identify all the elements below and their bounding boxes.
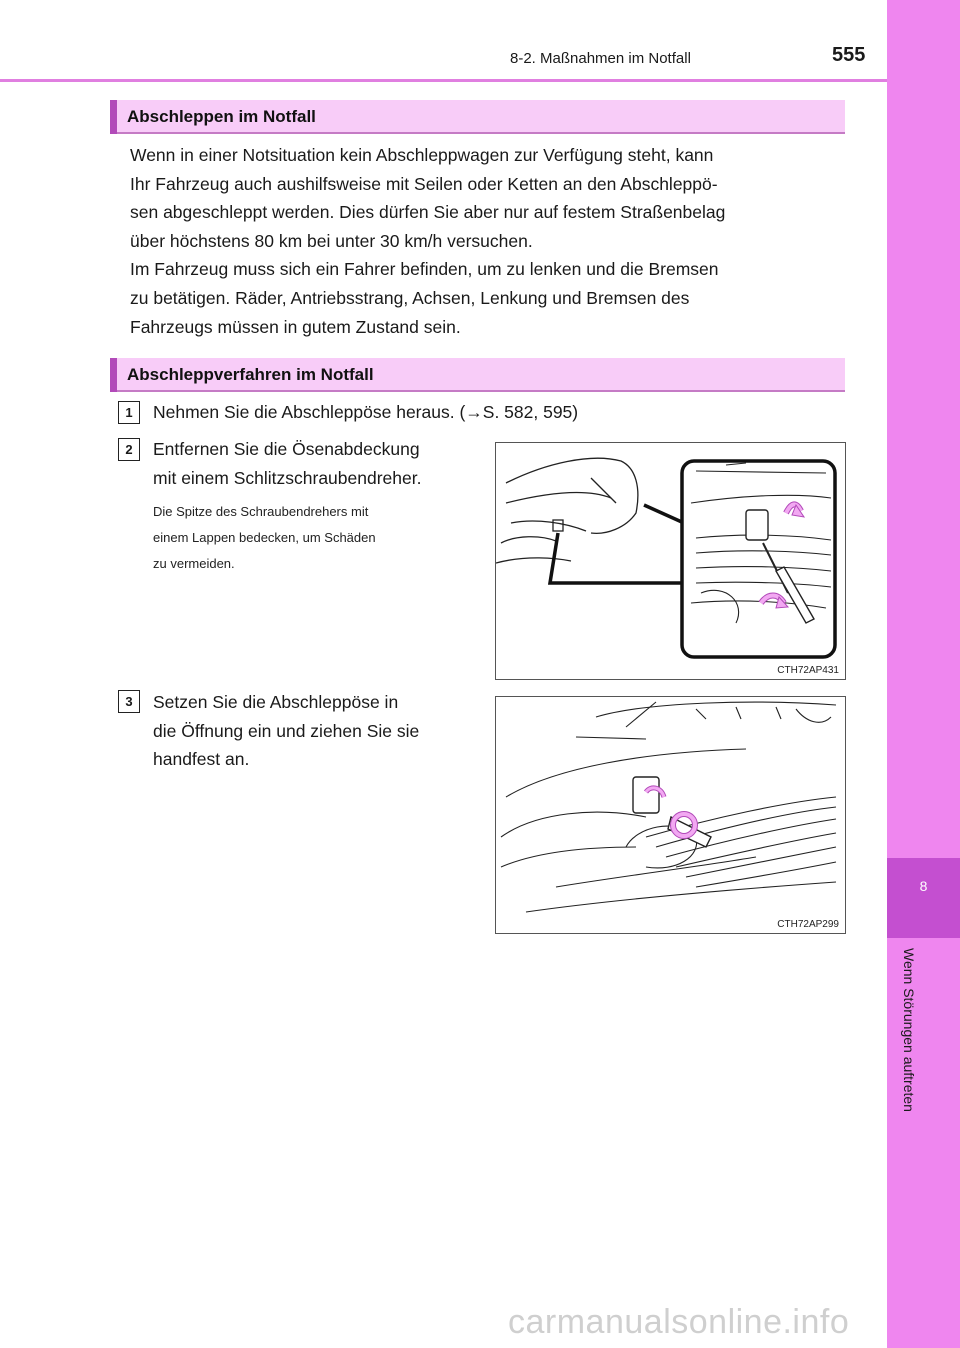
text-line: Wenn in einer Notsituation kein Abschleppwagen zur Verfügung steht, kann [130, 145, 714, 165]
illustration-tow-eyelet-install [496, 697, 845, 933]
page-number: 555 [832, 44, 866, 66]
chapter-number: 8 [919, 878, 928, 894]
step-number-1: 1 [118, 401, 140, 424]
text-line: mit einem Schlitzschraubendreher. [153, 467, 422, 488]
section-heading-text: Abschleppen im Notfall [127, 107, 316, 126]
illustration-bumper-cover-removal [496, 443, 845, 679]
step-2-text [153, 435, 476, 492]
step-1-text [153, 398, 843, 427]
step-2-note [153, 499, 476, 577]
text-line: zu vermeiden. [153, 556, 235, 571]
section-heading-text: Abschleppverfahren im Notfall [127, 365, 374, 384]
figure-install-eyelet [495, 696, 846, 934]
step-3-text [153, 688, 476, 774]
heading-accent-bar [110, 358, 117, 392]
text-line: zu betätigen. Räder, Antriebsstrang, Achsen, Lenkung und Bremsen des [130, 287, 690, 308]
text-line: sen abgeschleppt werden. Dies dürfen Sie aber nur auf festem Straßenbelag [130, 202, 726, 223]
figure-code: CTH72AP431 [777, 665, 839, 676]
chapter-number-box [887, 858, 960, 938]
watermark: carmanualsonline.info [508, 1303, 850, 1341]
text-line: einem Lappen bedecken, um Schäden [153, 530, 376, 545]
chapter-title: Wenn Störungen auftreten [901, 948, 917, 1112]
intro-paragraph [130, 141, 838, 341]
section-heading-abschleppen [110, 100, 845, 134]
text-line: Ihr Fahrzeug auch aushilfsweise mit Seilen oder Ketten an den Abschleppö- [130, 173, 718, 194]
step-number-2: 2 [118, 438, 140, 461]
text-line: Fahrzeugs müssen in gutem Zustand sein. [130, 316, 461, 337]
text-line: über höchstens 80 km bei unter 30 km/h versuchen. [130, 230, 533, 251]
heading-accent-bar [110, 100, 117, 134]
header-rule [0, 79, 887, 82]
text-line: Nehmen Sie die Abschleppöse heraus. (→S. 582, 595) [153, 402, 579, 422]
text-line: Setzen Sie die Abschleppöse in [153, 692, 399, 712]
running-header-section: 8-2. Maßnahmen im Notfall [510, 50, 691, 67]
text-line: Entfernen Sie die Ösenabdeckung [153, 439, 420, 459]
figure-remove-cover [495, 442, 846, 680]
figure-code: CTH72AP299 [777, 919, 839, 930]
text-line: handfest an. [153, 749, 250, 770]
step-number-3: 3 [118, 690, 140, 713]
text-line: Im Fahrzeug muss sich ein Fahrer befinden, um zu lenken und die Bremsen [130, 259, 719, 280]
section-heading-verfahren [110, 358, 845, 392]
text-line: die Öffnung ein und ziehen Sie sie [153, 720, 420, 741]
text-line: Die Spitze des Schraubendrehers mit [153, 504, 369, 519]
